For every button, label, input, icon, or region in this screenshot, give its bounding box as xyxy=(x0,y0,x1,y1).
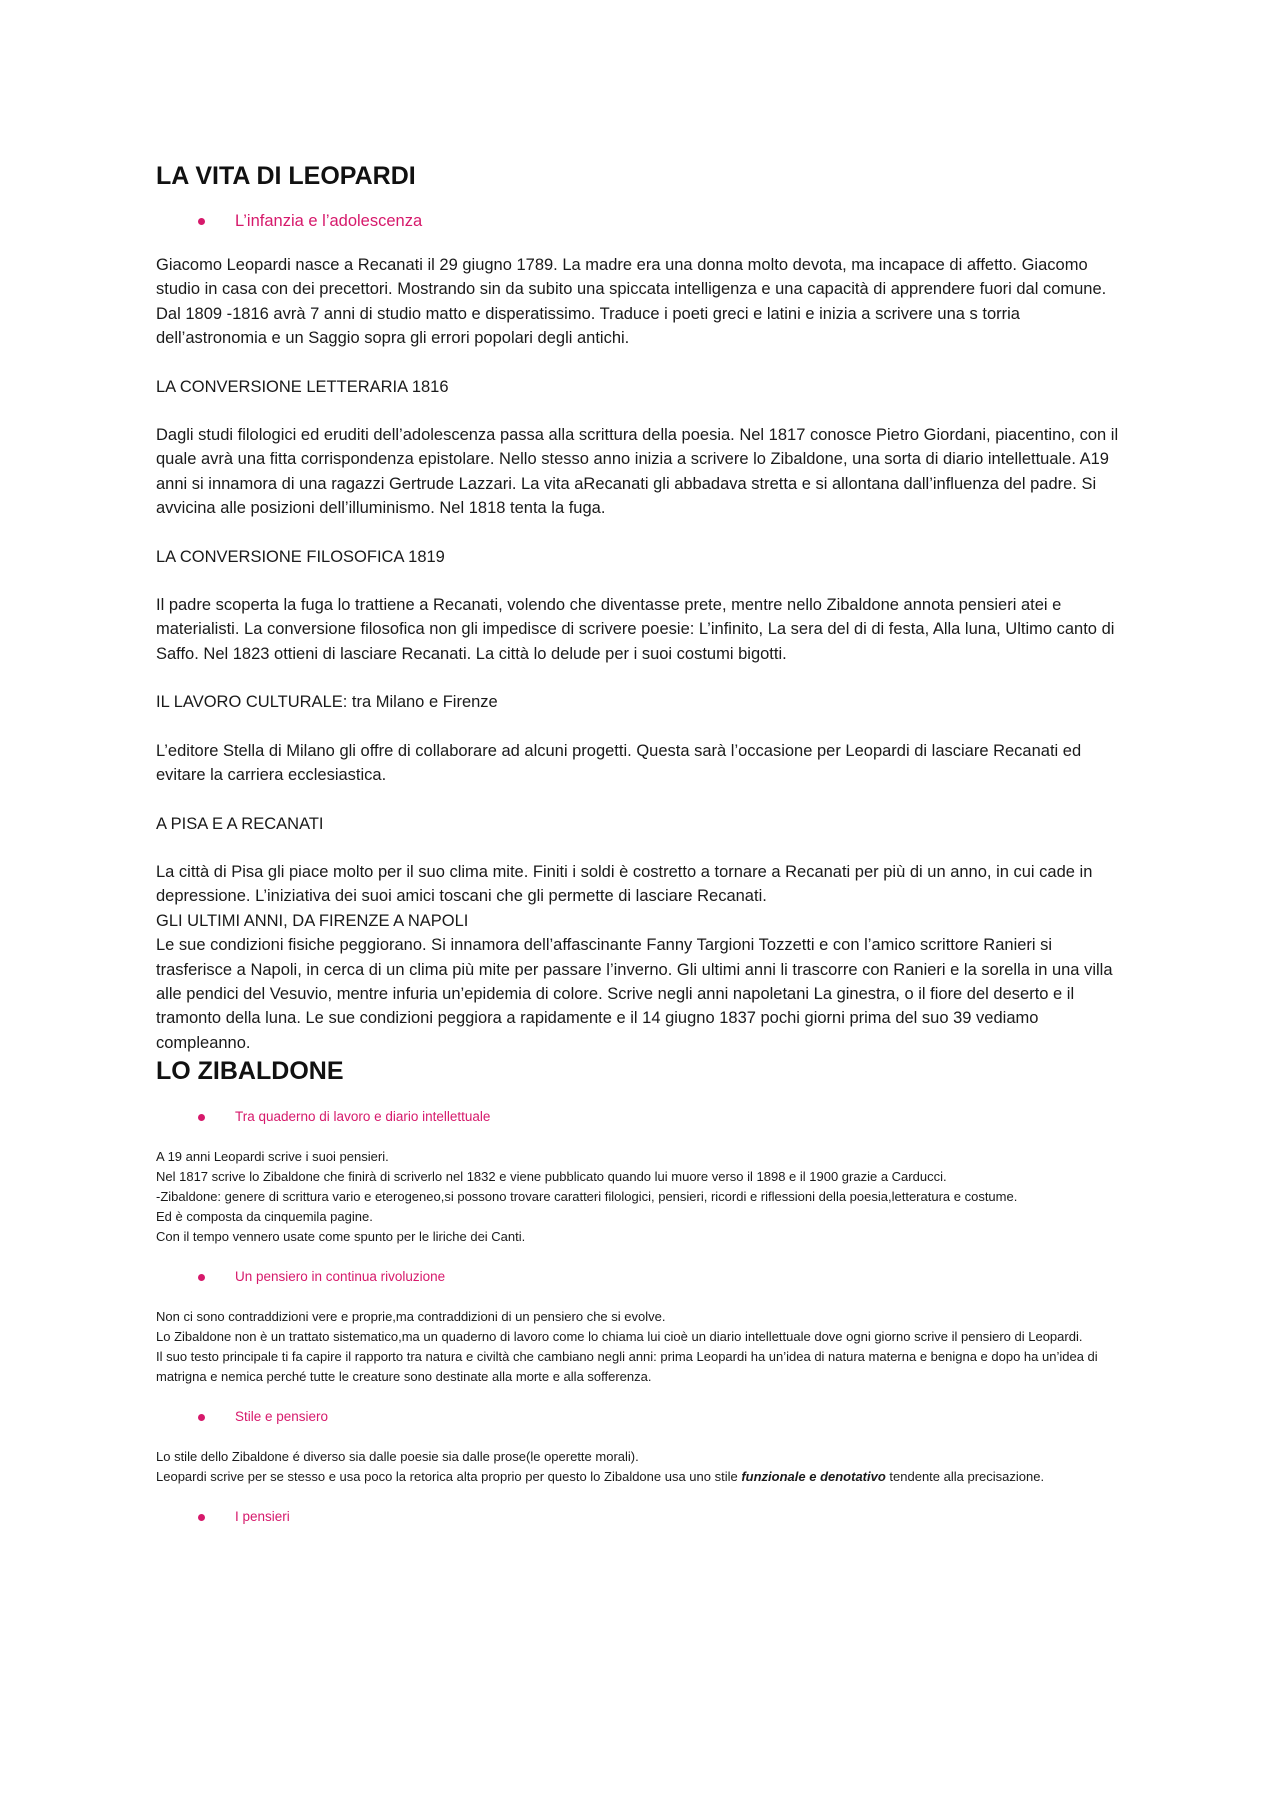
text-line: A 19 anni Leopardi scrive i suoi pensieri. xyxy=(156,1149,389,1165)
text-line: Con il tempo vennero usate come spunto per le liriche dei Canti. xyxy=(156,1229,526,1245)
paragraph-letteraria: Dagli studi filologici ed eruditi dell’adolescenza passa alla scrittura della poesia. Nel 1817 conosce Pietro Giordani, piacentino, con il quale avrà una fitta corrispondenza epistolare. Nello stesso anno inizia a scrivere lo Zibaldone, una sorta di diario intellettuale. A19 anni si innamora di una ragazzi Gertrude Lazzari. La vita aRecanati gli abbadava stretta e si allontana dall’influenza del padre. Si avvicina alle posizioni dell’illuminismo. Nel 1818 tenta la fuga. xyxy=(156,426,1119,518)
bullet-label: Stile e pensiero xyxy=(235,1409,329,1425)
bullet-dot-icon xyxy=(198,1274,205,1281)
document-page xyxy=(156,140,1128,1547)
text-line: Lo stile dello Zibaldone é diverso sia dalle poesie sia dalle prose(le operette morali). xyxy=(156,1449,639,1465)
bullet-dot-icon xyxy=(198,1114,205,1121)
stile-block xyxy=(156,1447,1128,1487)
bullet-dot-icon xyxy=(198,1514,205,1521)
heading-lavoro-culturale: IL LAVORO CULTURALE: tra Milano e Firenze xyxy=(156,693,498,712)
bullet-pensieri xyxy=(156,1507,1128,1527)
paragraph-lavoro: L’editore Stella di Milano gli offre di collaborare ad alcuni progetti. Questa sarà l’occasione per Leopardi di lasciare Recanati ed evitare la carriera ecclesiastica. xyxy=(156,741,1082,785)
bullet-label: Tra quaderno di lavoro e diario intellettuale xyxy=(235,1109,491,1125)
paragraph-ultimi: Le sue condizioni fisiche peggiorano. Si innamora dell’affascinante Fanny Targioni Tozzetti e con l’amico scrittore Ranieri si trasferisce a Napoli, in cerca di un clima più mite per passare l’inverno. Gli ultimi anni li trascorre con Ranieri e la sorella in una villa alle pendici del Vesuvio, mentre infuria un’epidemia di colore. Scrive negli anni napoletani La ginestra, o il fiore del deserto e il tramonto della luna. Le sue condizioni peggiora a rapidamente e il 14 giugno 1837 pochi giorni prima del suo 39 vediamo compleanno. xyxy=(156,936,1113,1052)
paragraph-pisa: La città di Pisa gli piace molto per il suo clima mite. Finiti i soldi è costretto a tornare a Recanati per più di un anno, in cui cade in depressione. L’iniziativa dei suoi amici toscani che gli permette di lasciare Recanati. xyxy=(156,862,1093,906)
heading-conversione-letteraria: LA CONVERSIONE LETTERARIA 1816 xyxy=(156,377,449,396)
quaderno-block xyxy=(156,1147,1128,1247)
bullet-stile xyxy=(156,1407,1128,1427)
title-vita-di-leopardi: LA VITA DI LEOPARDI xyxy=(156,162,416,190)
paragraph-filosofica: Il padre scoperta la fuga lo trattiene a Recanati, volendo che diventasse prete, mentre nello Zibaldone annota pensieri atei e materialisti. La conversione filosofica non gli impedisce di scrivere poesie: L’infinito, La sera del di di festa, Alla luna, Ultimo canto di Saffo. Nel 1823 ottieni di lasciare Recanati. La città lo delude per i suoi costumi bigotti. xyxy=(156,596,1115,663)
text-line: Il suo testo principale ti fa capire il rapporto tra natura e civiltà che cambiano negli anni: prima Leopardi ha un’idea di natura materna e benigna e dopo ha un’idea di matrigna e nemica perché tutte le creature sono destinate alla morte e alla sofferenza. xyxy=(156,1349,1098,1385)
text-line: Leopardi scrive per se stesso e usa poco la retorica alta proprio per questo lo Zibaldone usa uno stile funzionale e denotativo tendente alla precisazione. xyxy=(156,1469,1045,1485)
title-lo-zibaldone: LO ZIBALDONE xyxy=(156,1057,344,1086)
text-line: Ed è composta da cinquemila pagine. xyxy=(156,1209,373,1225)
heading-pisa-recanati: A PISA E A RECANATI xyxy=(156,814,324,833)
bullet-label: I pensieri xyxy=(235,1509,290,1525)
bullet-label: Un pensiero in continua rivoluzione xyxy=(235,1269,446,1285)
text-line: Lo Zibaldone non è un trattato sistematico,ma un quaderno di lavoro come lo chiama lui cioè un diario intellettuale dove ogni giorno scrive il pensiero di Leopardi. xyxy=(156,1329,1083,1345)
heading-conversione-filosofica: LA CONVERSIONE FILOSOFICA 1819 xyxy=(156,547,445,566)
bullet-pensiero xyxy=(156,1267,1128,1287)
text-line: Non ci sono contraddizioni vere e proprie,ma contraddizioni di un pensiero che si evolve. xyxy=(156,1309,666,1325)
pensiero-block xyxy=(156,1307,1128,1387)
bullet-label: L’infanzia e l’adolescenza xyxy=(235,212,423,230)
text-line: Nel 1817 scrive lo Zibaldone che finirà di scriverlo nel 1832 e viene pubblicato quando lui muore verso il 1898 e il 1900 grazie a Carducci. xyxy=(156,1169,947,1185)
bullet-infanzia xyxy=(156,210,1128,232)
text-line: -Zibaldone: genere di scrittura vario e eterogeneo,si possono trovare caratteri filologici, pensieri, ricordi e riflessioni della poesia,letteratura e costume. xyxy=(156,1189,1018,1205)
emphasis-funzionale: funzionale e denotativo xyxy=(741,1469,886,1485)
bullet-dot-icon xyxy=(198,218,205,225)
paragraph-infanzia: Giacomo Leopardi nasce a Recanati il 29 giugno 1789. La madre era una donna molto devota, ma incapace di affetto. Giacomo studio in casa con dei precettori. Mostrando sin da subito una spiccata intelligenza e una capacità di apprendere fuori dal comune. Dal 1809 -1816 avrà 7 anni di studio matto e disperatissimo. Traduce i poeti greci e latini e inizia a scrivere una s torria dell’astronomia e un Saggio sopra gli errori popolari degli antichi. xyxy=(156,256,1107,348)
bullet-dot-icon xyxy=(198,1414,205,1421)
bullet-quaderno xyxy=(156,1107,1128,1127)
heading-ultimi-anni: GLI ULTIMI ANNI, DA FIRENZE A NAPOLI xyxy=(156,911,469,930)
